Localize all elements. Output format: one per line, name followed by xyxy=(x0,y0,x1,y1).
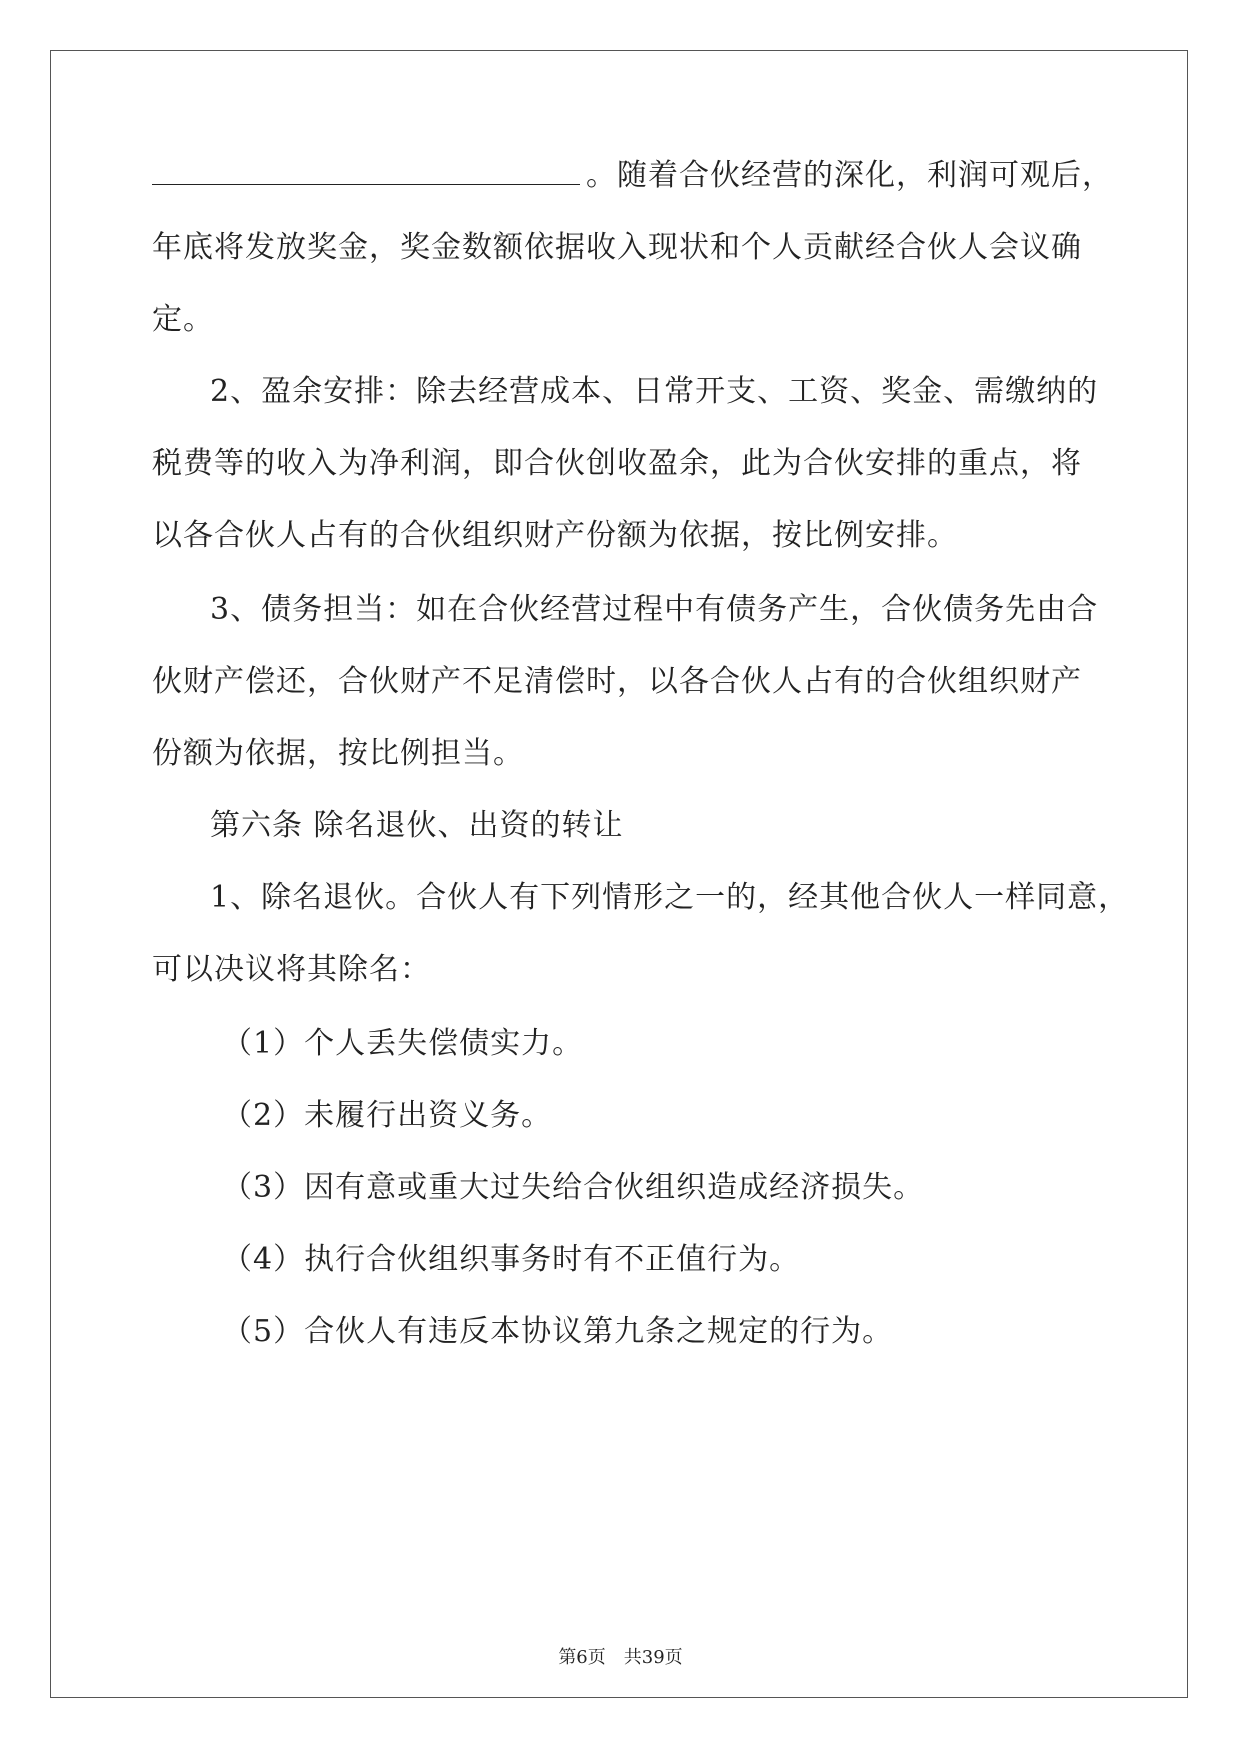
page-number-footer: 第6页 共39页 xyxy=(558,1647,683,1668)
paragraph-text: 。随着合伙经营的深化，利润可观后， xyxy=(586,158,1113,193)
paragraph-line: 2、盈余安排：除去经营成本、日常开支、工资、奖金、需缴纳的 xyxy=(210,374,1099,409)
paragraph-line: 以各合伙人占有的合伙组织财产份额为依据，按比例安排。 xyxy=(152,518,958,553)
fill-in-blank xyxy=(152,158,580,185)
paragraph-line xyxy=(152,156,1113,196)
paragraph-line: 伙财产偿还，合伙财产不足清偿时，以各合伙人占有的合伙组织财产 xyxy=(152,664,1082,699)
page-border xyxy=(50,50,1188,1698)
paragraph-line: 1、除名退伙。合伙人有下列情形之一的，经其他合伙人一样同意， xyxy=(210,880,1130,915)
list-item: （2）未履行出资义务。 xyxy=(222,1098,553,1133)
list-item: （3）因有意或重大过失给合伙组织造成经济损失。 xyxy=(222,1170,925,1205)
paragraph-line: 年底将发放奖金，奖金数额依据收入现状和个人贡献经合伙人会议确 xyxy=(152,230,1082,265)
list-item: （4）执行合伙组织事务时有不正值行为。 xyxy=(222,1242,801,1277)
section-heading: 第六条 除名退伙、出资的转让 xyxy=(210,808,624,843)
list-item: （5）合伙人有违反本协议第九条之规定的行为。 xyxy=(222,1314,894,1349)
paragraph-line: 定。 xyxy=(152,302,214,337)
paragraph-line: 税费等的收入为净利润，即合伙创收盈余，此为合伙安排的重点，将 xyxy=(152,446,1082,481)
paragraph-line: 可以决议将其除名： xyxy=(152,952,431,987)
paragraph-line: 3、债务担当：如在合伙经营过程中有债务产生，合伙债务先由合 xyxy=(210,592,1099,627)
paragraph-line: 份额为依据，按比例担当。 xyxy=(152,736,524,771)
list-item: （1）个人丢失偿债实力。 xyxy=(222,1026,584,1061)
